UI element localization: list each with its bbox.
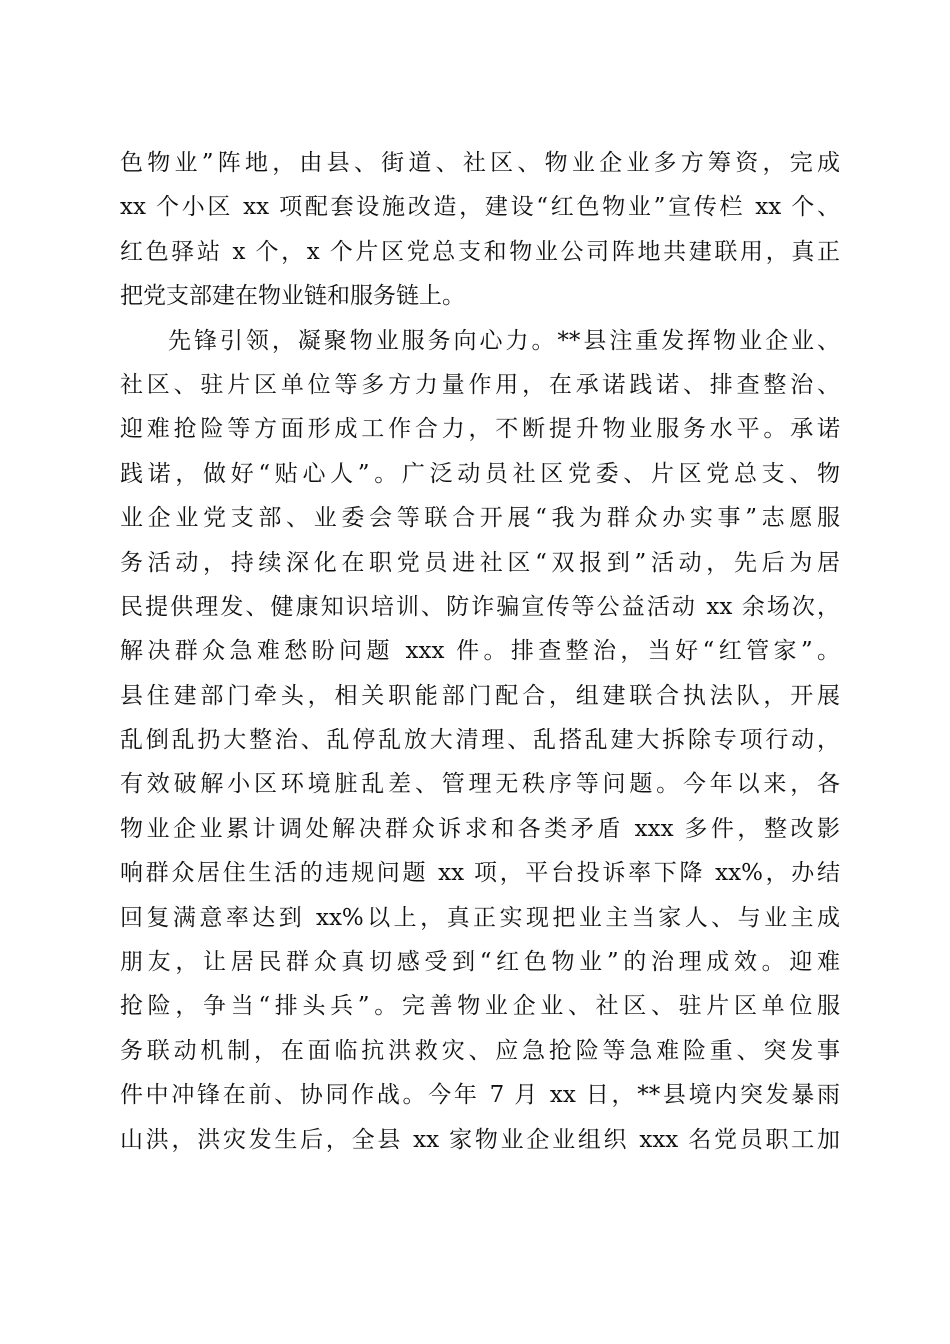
text-line: 有效破解小区环境脏乱差、管理无秩序等问题。今年以来，各: [120, 771, 840, 798]
text-line: 务活动，持续深化在职党员进社区“双报到”活动，先后为居: [120, 549, 840, 576]
text-line: 践诺，做好“贴心人”。广泛动员社区党委、片区党总支、物: [120, 460, 840, 487]
text-line: 县住建部门牵头，相关职能部门配合，组建联合执法队，开展: [120, 682, 840, 709]
text-line: 色物业”阵地，由县、街道、社区、物业企业多方筹资，完成: [120, 150, 840, 176]
body-text: [120, 141, 840, 1162]
text-line: 民提供理发、健康知识培训、防诈骗宣传等公益活动 xx 余场次，: [120, 593, 840, 620]
text-line: 社区、驻片区单位等多方力量作用，在承诺践诺、排查整治、: [120, 371, 840, 398]
text-line: 响群众居住生活的违规问题 xx 项，平台投诉率下降 xx%，办结: [120, 860, 840, 887]
text-line: 朋友，让居民群众真切感受到“红色物业”的治理成效。迎难: [120, 949, 840, 976]
text-line: 回复满意率达到 xx%以上，真正实现把业主当家人、与业主成: [120, 904, 840, 931]
text-line: 红色驿站 x 个，x 个片区党总支和物业公司阵地共建联用，真正: [120, 238, 840, 265]
text-line: xx 个小区 xx 项配套设施改造，建设“红色物业”宣传栏 xx 个、: [120, 194, 840, 221]
text-line: 山洪，洪灾发生后，全县 xx 家物业企业组织 xxx 名党员职工加: [120, 1126, 840, 1153]
text-line: 物业企业累计调处解决群众诉求和各类矛盾 xxx 多件，整改影: [120, 815, 840, 842]
text-line: 件中冲锋在前、协同作战。今年 7 月 xx 日，**县境内突发暴雨: [120, 1082, 840, 1109]
text-line: 解决群众急难愁盼问题 xxx 件。排查整治，当好“红管家”。: [120, 638, 840, 665]
text-line: 业企业党支部、业委会等联合开展“我为群众办实事”志愿服: [120, 505, 840, 532]
text-line: 抢险，争当“排头兵”。完善物业企业、社区、驻片区单位服: [120, 993, 840, 1020]
text-line: 务联动机制，在面临抗洪救灾、应急抢险等急难险重、突发事: [120, 1037, 840, 1064]
text-line: 乱倒乱扔大整治、乱停乱放大清理、乱搭乱建大拆除专项行动，: [120, 727, 840, 754]
text-line: 把党支部建在物业链和服务链上。: [120, 283, 465, 310]
paragraph-start-line: 先锋引领，凝聚物业服务向心力。**县注重发挥物业企业、: [168, 327, 840, 354]
text-line: 迎难抢险等方面形成工作合力，不断提升物业服务水平。承诺: [120, 416, 840, 443]
